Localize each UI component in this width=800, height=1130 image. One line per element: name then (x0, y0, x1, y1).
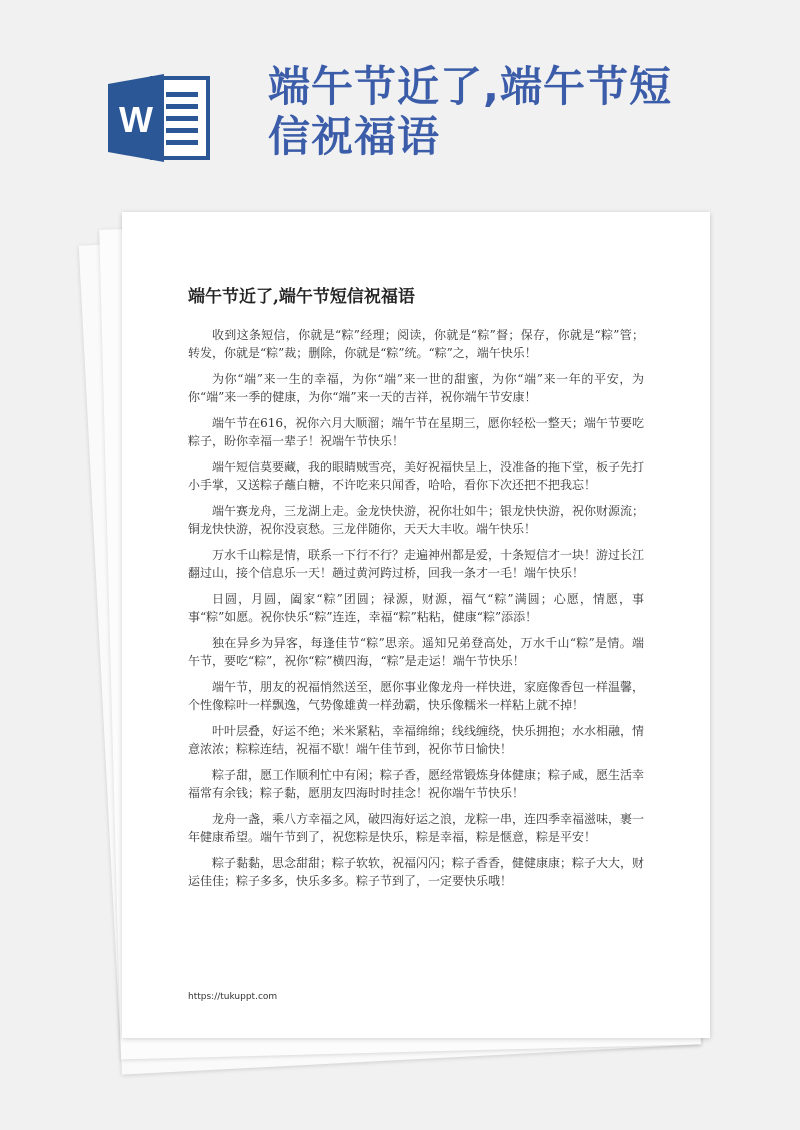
paragraph: 端午短信莫要藏，我的眼睛贼雪亮，美好祝福快呈上，没准备的拖下堂，板子先打小手掌，又送粽子蘸白糖，不许吃来只闻香，哈哈，看你下次还把不把我忘！ (188, 460, 645, 492)
paragraph: 粽子黏黏，思念甜甜；粽子软软，祝福闪闪；粽子香香，健健康康；粽子大大，财运佳佳；粽子多多，快乐多多。粽子节到了，一定要快乐哦！ (188, 856, 645, 888)
paragraph: 为你“端”来一生的幸福，为你“端”来一世的甜蜜，为你“端”来一年的平安，为你“端”来一季的健康，为你“端”来一天的吉祥，祝你端午节安康！ (188, 372, 644, 404)
paragraph: 日圆，月圆，阖家“粽”团圆；禄源，财源，福气“粽”满圆；心愿，情愿，事事“粽”如愿。祝你快乐“粽”连连，幸福“粽”粘粘，健康“粽”添添！ (188, 592, 644, 624)
page-title-line1: 端午节近了,端午节短 (268, 62, 672, 111)
document-body (188, 326, 644, 898)
document-page (122, 212, 710, 1038)
paragraph: 龙舟一盏，乘八方幸福之风，破四海好运之浪，龙粽一串，连四季幸福滋味，裹一年健康希望。端午节到了，祝您粽是快乐，粽是幸福，粽是惬意，粽是平安！ (188, 812, 645, 844)
word-document-icon (108, 74, 212, 162)
paragraph: 端午节在616，祝你六月大顺溜；端午节在星期三，愿你轻松一整天；端午节要吃粽子，盼你幸福一辈子！祝端午节快乐！ (188, 416, 644, 448)
paragraph: 粽子甜，愿工作顺利忙中有闲；粽子香，愿经常锻炼身体健康；粽子咸，愿生活幸福常有余钱；粽子黏，愿朋友四海时时挂念！祝你端午节快乐！ (188, 768, 645, 800)
paragraph: 端午节，朋友的祝福悄然送至，愿你事业像龙舟一样快进，家庭像香包一样温馨，个性像粽叶一样飘逸，气势像雄黄一样劲霸，快乐像糯米一样粘上就不掉！ (188, 680, 645, 712)
paragraph: 万水千山粽是情，联系一下行不行？走遍神州都是爱，十条短信才一块！游过长江翻过山，接个信息乐一天！趟过黄河跨过桥，回我一条才一毛！端午快乐！ (188, 548, 645, 580)
footer-url[interactable]: https://tukuppt.com (188, 992, 278, 1002)
paragraph: 独在异乡为异客，每逢佳节“粽”思亲。遥知兄弟登高处，万水千山“粽”是情。端午节，要吃“粽”，祝你“粽”横四海，“粽”是走运！端午节快乐！ (188, 636, 644, 668)
page-title-line2: 信祝福语 (268, 112, 441, 161)
paragraph: 叶叶层叠，好运不绝；米米紧粘，幸福绵绵；线线缠绕，快乐拥抱；水水相融，情意浓浓；粽粽连结，祝福不歇！端午佳节到，祝你节日愉快！ (188, 724, 645, 756)
paragraph: 收到这条短信，你就是“粽”经理；阅读，你就是“粽”督；保存，你就是“粽”管；转发，你就是“粽”裁；删除，你就是“粽”统。“粽”之，端午快乐！ (188, 328, 644, 360)
word-icon-letter: W (119, 99, 153, 140)
document-title: 端午节近了,端午节短信祝福语 (188, 287, 415, 307)
paragraph: 端午赛龙舟，三龙湖上走。金龙快快游，祝你壮如牛；银龙快快游，祝你财源流；铜龙快快游，祝你没哀愁。三龙伴随你，天天大丰收。端午快乐！ (188, 504, 645, 536)
page-title (268, 62, 688, 162)
